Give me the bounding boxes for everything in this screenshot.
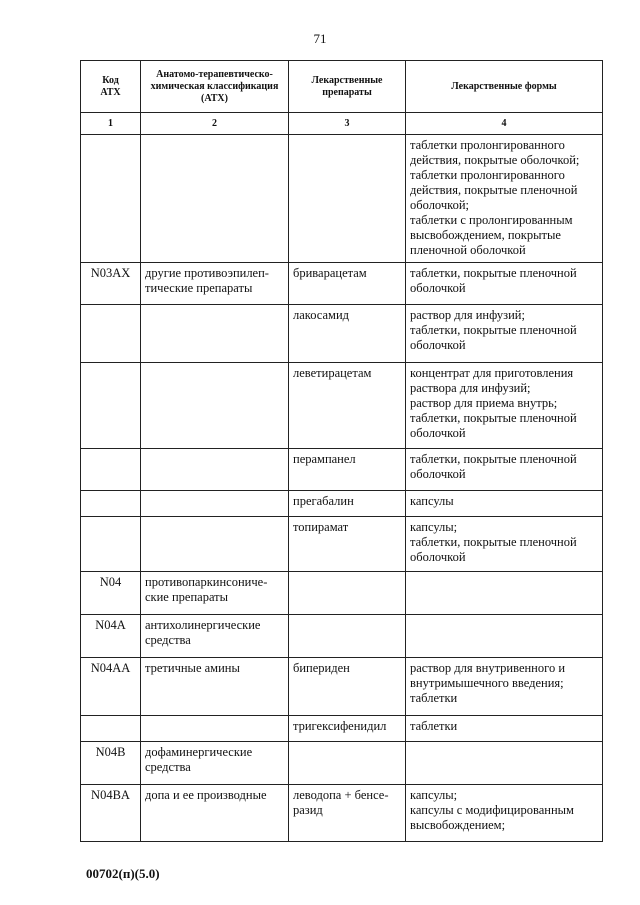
table-header-row bbox=[81, 61, 603, 113]
drug-name-cell: леводопа + бенсе- разид bbox=[289, 785, 406, 842]
drug-name-cell bbox=[289, 572, 406, 615]
atc-code-cell: N04A bbox=[81, 615, 141, 658]
dosage-forms-cell bbox=[406, 742, 603, 785]
dosage-forms-cell: концентрат для приготовления раствора для инфузий; раствор для приема внутрь; таблетки, покрытые пленочной оболочкой bbox=[406, 363, 603, 449]
atc-class-cell: антихолинергические средства bbox=[141, 615, 289, 658]
atc-code-cell bbox=[81, 716, 141, 742]
atc-code-cell bbox=[81, 363, 141, 449]
drug-name-cell: бипериден bbox=[289, 658, 406, 716]
header-drugs: Лекарственные препараты bbox=[289, 61, 406, 113]
header-atc-classification: Анатомо-терапевтическо- химическая классификация (АТХ) bbox=[141, 61, 289, 113]
table-row bbox=[81, 517, 603, 572]
dosage-forms-cell bbox=[406, 572, 603, 615]
dosage-forms-cell: таблетки, покрытые пленочной оболочкой bbox=[406, 449, 603, 491]
atc-code-cell: N04AA bbox=[81, 658, 141, 716]
dosage-forms-cell: таблетки bbox=[406, 716, 603, 742]
column-number-1: 1 bbox=[81, 113, 141, 135]
dosage-forms-cell: раствор для инфузий; таблетки, покрытые пленочной оболочкой bbox=[406, 305, 603, 363]
atc-class-cell bbox=[141, 135, 289, 263]
column-number-4: 4 bbox=[406, 113, 603, 135]
dosage-forms-cell: капсулы; капсулы с модифицированным высвобождением; bbox=[406, 785, 603, 842]
atc-class-cell bbox=[141, 305, 289, 363]
table-row bbox=[81, 305, 603, 363]
atc-code-cell: N04BA bbox=[81, 785, 141, 842]
dosage-forms-cell: таблетки, покрытые пленочной оболочкой bbox=[406, 263, 603, 305]
table-row bbox=[81, 615, 603, 658]
atc-code-cell: N04B bbox=[81, 742, 141, 785]
column-number-row bbox=[81, 113, 603, 135]
table-row bbox=[81, 716, 603, 742]
table-row bbox=[81, 572, 603, 615]
drug-name-cell bbox=[289, 742, 406, 785]
dosage-forms-cell: капсулы; таблетки, покрытые пленочной оболочкой bbox=[406, 517, 603, 572]
table-body bbox=[81, 135, 603, 842]
atc-class-cell: другие противоэпилеп- тические препараты bbox=[141, 263, 289, 305]
drug-name-cell bbox=[289, 135, 406, 263]
table-row bbox=[81, 491, 603, 517]
atc-class-cell bbox=[141, 449, 289, 491]
drug-name-cell: леветирацетам bbox=[289, 363, 406, 449]
atc-class-cell bbox=[141, 716, 289, 742]
header-dosage-forms: Лекарственные формы bbox=[406, 61, 603, 113]
drug-name-cell: лакосамид bbox=[289, 305, 406, 363]
table-row bbox=[81, 742, 603, 785]
table-row bbox=[81, 785, 603, 842]
atc-class-cell bbox=[141, 491, 289, 517]
atc-class-cell: дофаминергические средства bbox=[141, 742, 289, 785]
table-row bbox=[81, 658, 603, 716]
drug-name-cell: бриварацетам bbox=[289, 263, 406, 305]
drug-name-cell bbox=[289, 615, 406, 658]
table-row bbox=[81, 363, 603, 449]
atc-class-cell: третичные амины bbox=[141, 658, 289, 716]
atc-code-cell: N03AX bbox=[81, 263, 141, 305]
atc-code-cell bbox=[81, 491, 141, 517]
page-number: 71 bbox=[313, 31, 327, 46]
drug-name-cell: тригексифенидил bbox=[289, 716, 406, 742]
table-row bbox=[81, 135, 603, 263]
drug-name-cell: топирамат bbox=[289, 517, 406, 572]
header-atc-code: Код АТХ bbox=[81, 61, 141, 113]
atc-code-cell bbox=[81, 449, 141, 491]
atc-class-cell: допа и ее производные bbox=[141, 785, 289, 842]
atc-code-cell bbox=[81, 135, 141, 263]
atc-class-cell bbox=[141, 363, 289, 449]
document-footer-code: 00702(п)(5.0) bbox=[86, 866, 160, 881]
dosage-forms-cell bbox=[406, 615, 603, 658]
column-number-3: 3 bbox=[289, 113, 406, 135]
table-row bbox=[81, 449, 603, 491]
drug-list-table bbox=[80, 60, 603, 842]
dosage-forms-cell: раствор для внутривенного и внутримышечного введения; таблетки bbox=[406, 658, 603, 716]
atc-code-cell bbox=[81, 305, 141, 363]
atc-class-cell: противопаркинсониче- ские препараты bbox=[141, 572, 289, 615]
column-number-2: 2 bbox=[141, 113, 289, 135]
atc-code-cell: N04 bbox=[81, 572, 141, 615]
drug-name-cell: перампанел bbox=[289, 449, 406, 491]
drug-name-cell: прегабалин bbox=[289, 491, 406, 517]
atc-code-cell bbox=[81, 517, 141, 572]
dosage-forms-cell: таблетки пролонгированного действия, покрытые оболочкой; таблетки пролонгированного действия, покрытые пленочной оболочкой; таблетки с пролонгированным высвобождением, покрытые пленочной оболочкой bbox=[406, 135, 603, 263]
table-row bbox=[81, 263, 603, 305]
atc-class-cell bbox=[141, 517, 289, 572]
dosage-forms-cell: капсулы bbox=[406, 491, 603, 517]
